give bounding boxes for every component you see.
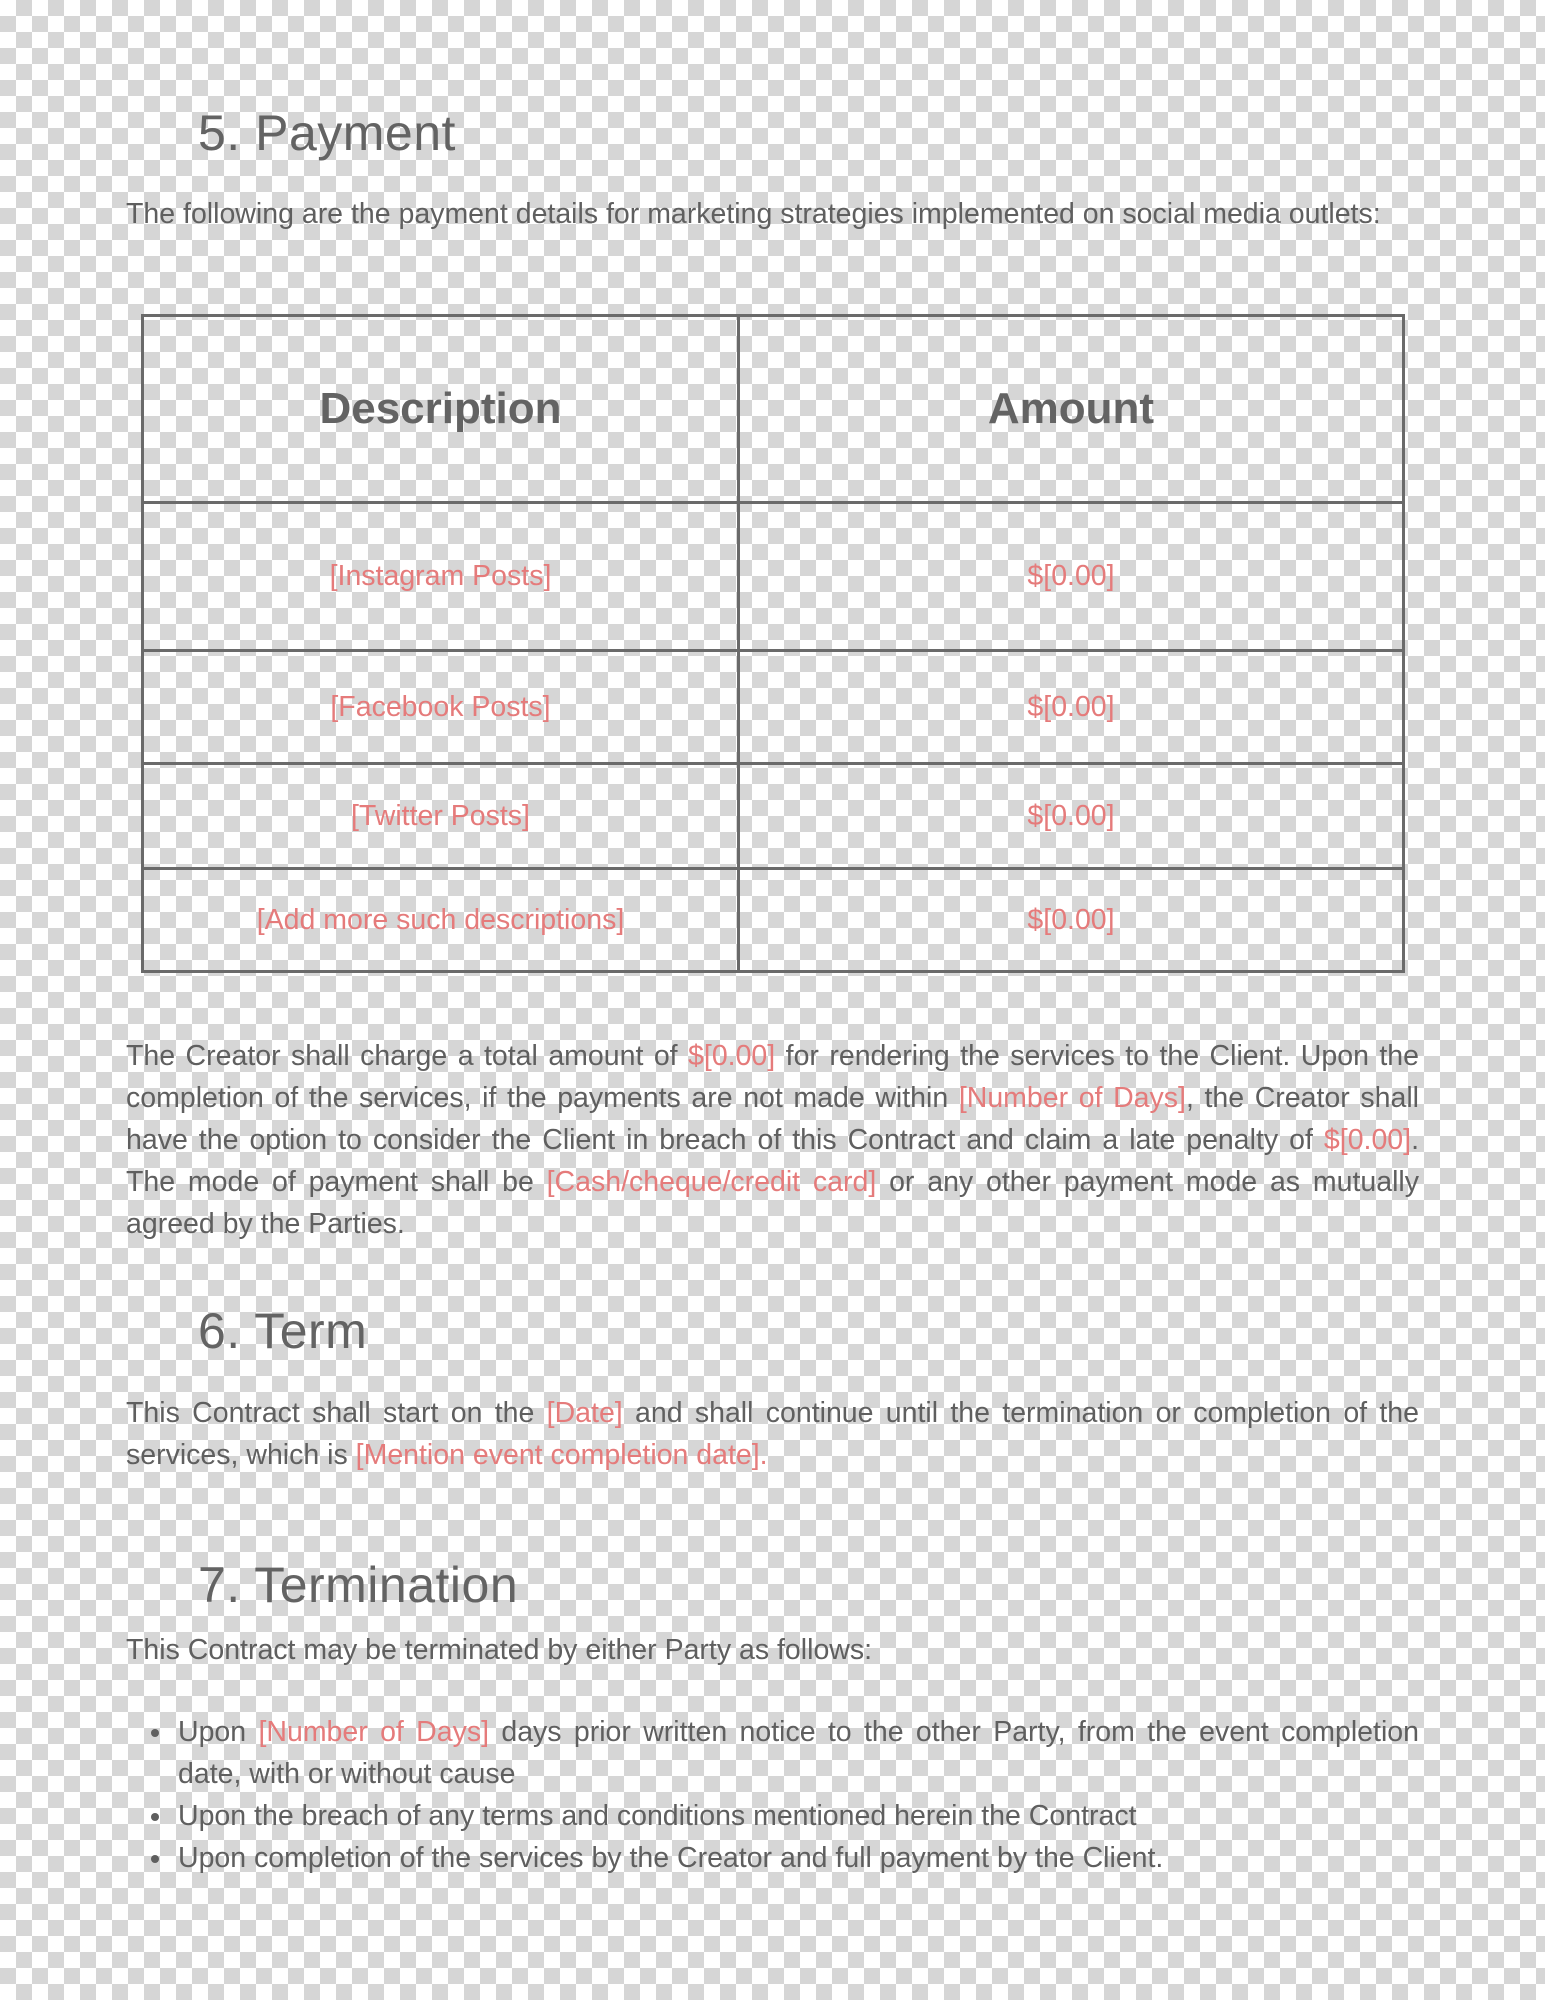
- term-heading: 6. Term: [198, 1303, 368, 1359]
- row-amount: $[0.00]: [739, 503, 1404, 651]
- row-description: [Add more such descriptions]: [143, 869, 739, 972]
- row-description: [Instagram Posts]: [143, 503, 739, 651]
- text-run: , the Creator shall have the option to consider the Client in breach of this Contract and claim a late penalty of: [126, 1082, 1419, 1156]
- text-run: Upon the breach of any terms and conditions mentioned herein the Contract: [178, 1800, 1137, 1832]
- list-item: [126, 1795, 1419, 1837]
- payment-details-paragraph: [126, 1035, 1419, 1245]
- placeholder-payment-mode: [Cash/cheque/credit card]: [546, 1166, 877, 1198]
- table-row: [143, 869, 1404, 972]
- text-run: . The mode of payment shall be: [126, 1124, 1419, 1198]
- row-amount: $[0.00]: [739, 764, 1404, 869]
- table-row: [143, 503, 1404, 651]
- text-run: This Contract shall start on the: [126, 1397, 547, 1429]
- termination-list: [126, 1711, 1419, 1879]
- text-run: Upon completion of the services by the Creator and full payment by the Client.: [178, 1842, 1164, 1874]
- placeholder-number-of-days: [Number of Days]: [958, 1082, 1186, 1114]
- term-paragraph: [126, 1392, 1419, 1476]
- header-amount: Amount: [739, 316, 1404, 503]
- text-run: The Creator shall charge a total amount of: [126, 1040, 689, 1072]
- termination-heading: 7. Termination: [198, 1557, 519, 1613]
- row-description: [Twitter Posts]: [143, 764, 739, 869]
- bullet-icon: [151, 1813, 159, 1821]
- text-run: or any other payment mode as mutually agreed by the Parties.: [126, 1166, 1419, 1240]
- text-run: Upon: [178, 1716, 259, 1748]
- payment-intro: The following are the payment details for marketing strategies implemented on social media outlets:: [126, 198, 1381, 230]
- row-amount: $[0.00]: [739, 869, 1404, 972]
- text-run: .: [759, 1439, 768, 1471]
- table-row: [143, 651, 1404, 764]
- payment-heading: 5. Payment: [198, 105, 456, 161]
- placeholder-date: [Date]: [546, 1397, 623, 1429]
- termination-intro: This Contract may be terminated by either Party as follows:: [126, 1634, 873, 1666]
- payment-table: [141, 314, 1405, 973]
- placeholder-late-penalty: $[0.00]: [1323, 1124, 1412, 1156]
- text-run: and shall continue until the termination or completion of the services, which is: [126, 1397, 1419, 1471]
- header-description: Description: [143, 316, 739, 503]
- list-item: [126, 1711, 1419, 1795]
- text-run: days prior written notice to the other Party, from the event completion date, with or without cause: [178, 1716, 1419, 1790]
- row-description: [Facebook Posts]: [143, 651, 739, 764]
- list-item: [126, 1837, 1419, 1879]
- placeholder-completion-date: [Mention event completion date]: [355, 1439, 760, 1471]
- text-run: for rendering the services to the Client. Upon the completion of the services, if the payments are not made within: [126, 1040, 1419, 1114]
- table-row: [143, 764, 1404, 869]
- bullet-icon: [151, 1729, 159, 1737]
- placeholder-number-of-days: [Number of Days]: [258, 1716, 490, 1748]
- row-amount: $[0.00]: [739, 651, 1404, 764]
- bullet-icon: [151, 1855, 159, 1863]
- table-header-row: [143, 316, 1404, 503]
- placeholder-total-amount: $[0.00]: [688, 1040, 776, 1072]
